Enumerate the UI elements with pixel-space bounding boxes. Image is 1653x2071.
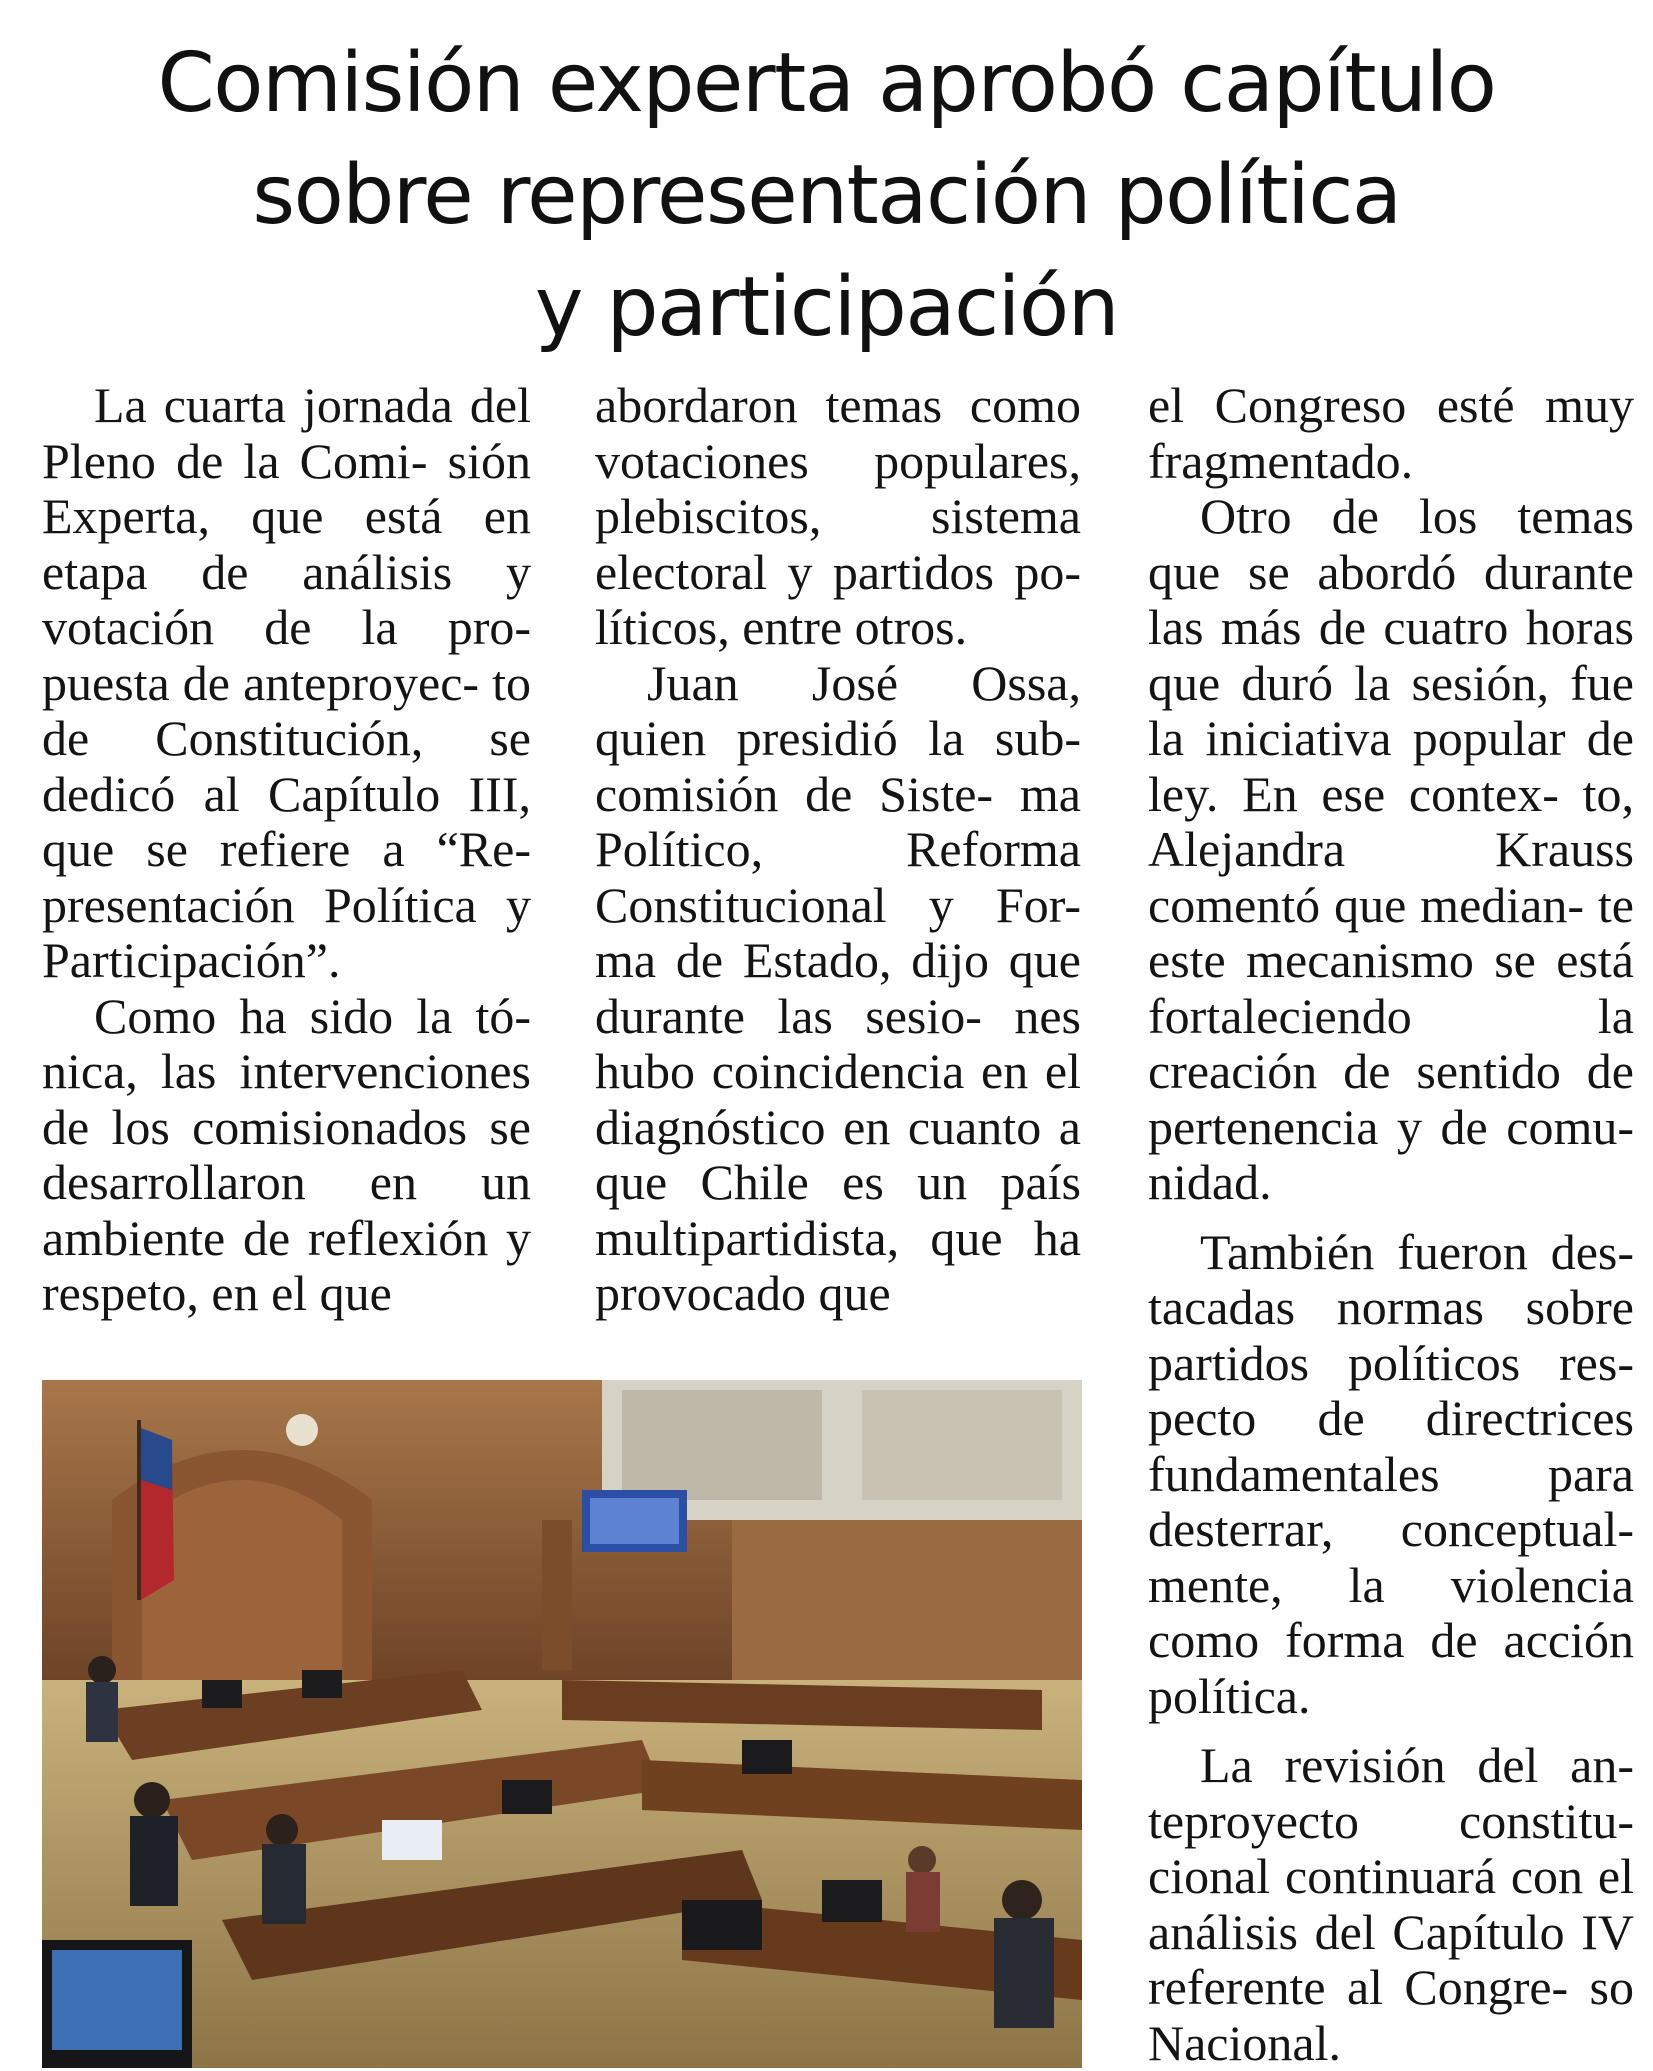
headline-line-2: sobre representación política [252, 148, 1401, 243]
headline [0, 28, 1653, 364]
headline-line-1: Comisión experta aprobó capítulo [157, 36, 1496, 131]
headline-line-3: y participación [534, 260, 1119, 355]
paragraph: el Congreso esté muy fragmentado. [1148, 377, 1634, 489]
chamber-illustration [42, 1380, 1082, 2068]
paragraph: La revisión del an- teproyecto constitu- cional continuará con el análisis del Capítulo IV referente al Congre- so Nacional. [1148, 1737, 1634, 2071]
session-photo [42, 1380, 1082, 2068]
article-column-3 [1148, 378, 1634, 2071]
paragraph: También fueron des- tacadas normas sobre partidos políticos res- pecto de directrices fundamentales para desterrar, conceptual- mente, la violencia como forma de acción política. [1148, 1223, 1634, 1724]
paragraph: Como ha sido la tó- nica, las intervenciones de los comisionados se desarrollaron en un ambiente de reflexión y respeto, en el que [42, 987, 531, 1321]
article-column-1 [42, 378, 531, 1322]
paragraph: abordaron temas como votaciones populares, plebiscitos, sistema electoral y partidos po- líticos, entre otros. [595, 377, 1081, 655]
paragraph: La cuarta jornada del Pleno de la Comi- sión Experta, que está en etapa de análisis y votación de la pro- puesta de anteproyec- to de Constitución, se dedicó al Capítulo III, que se refiere a “Re- presentación Política y Participación”. [42, 377, 531, 988]
paragraph: Juan José Ossa, quien presidió la sub- comisión de Siste- ma Político, Reforma Constitucional y For- ma de Estado, dijo que durante las sesio- nes hubo coincidencia en el diagnóstico en cuanto a que Chile es un país multipartidista, que ha provocado que [595, 654, 1081, 1321]
article-column-2 [595, 378, 1081, 1322]
paragraph: Otro de los temas que se abordó durante las más de cuatro horas que duró la sesión, fue la iniciativa popular de ley. En ese contex- to, Alejandra Krauss comentó que median- te este mecanismo se está fortaleciendo la creación de sentido de pertenencia y de comu- nidad. [1148, 488, 1634, 1210]
